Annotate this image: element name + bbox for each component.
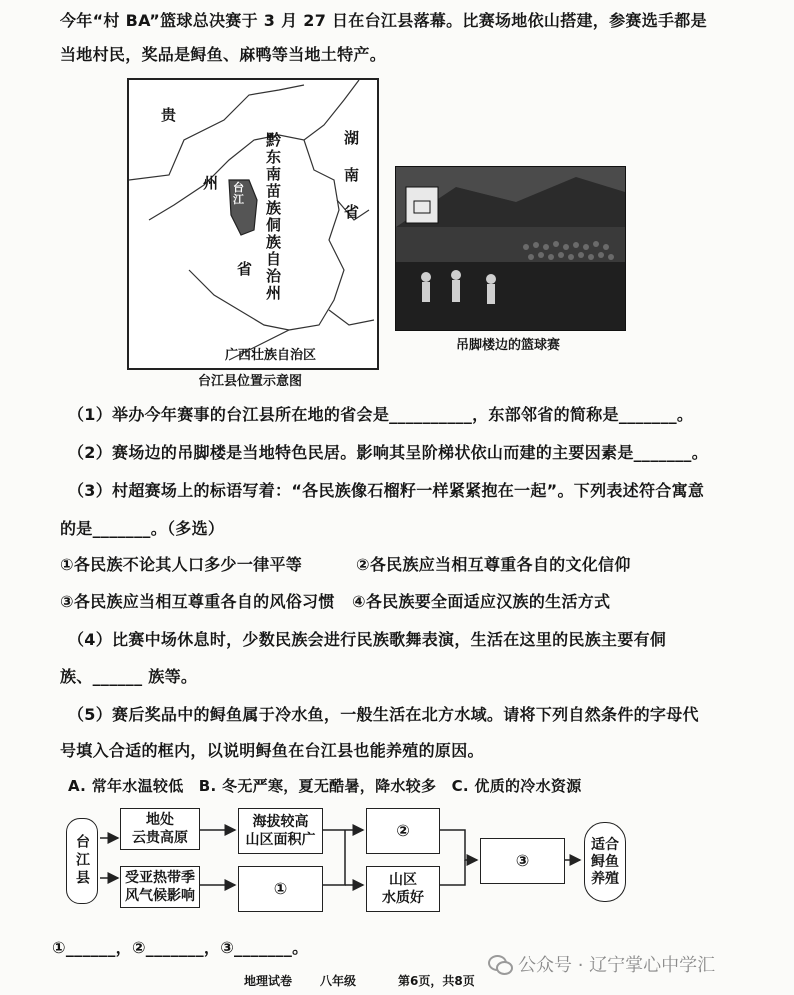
question-5-options: A. 常年水温较低 B. 冬无严寒，夏无酷暑，降水较多 C. 优质的冷水资源: [68, 777, 582, 795]
option-1: ①各民族不论其人口多少一律平等: [60, 555, 303, 574]
flow-blank-2: [366, 808, 440, 854]
flow-result-line-1: 适合: [591, 836, 619, 853]
flow-monsoon-line-1: 受亚热带季: [125, 870, 195, 886]
flow-result-line-3: 养殖: [591, 870, 619, 887]
basketball-photo: [395, 166, 626, 331]
flow-plateau-line-1: 地处: [146, 812, 174, 828]
question-3-line-2: 的是_______。（多选）: [60, 519, 225, 538]
map-label-zhou: 州: [203, 174, 219, 192]
question-4-line-2: 族、______ 族等。: [60, 667, 198, 686]
flow-result: [584, 822, 626, 902]
flow-blank-3-label: ③: [515, 851, 530, 870]
question-4-line-1: （4）比赛中场休息时，少数民族会进行民族歌舞表演，生活在这里的民族主要有侗: [68, 630, 667, 649]
intro-line-2: 当地村民，奖品是鲟鱼、麻鸭等当地土特产。: [60, 45, 387, 64]
flow-blank-1-label: ①: [273, 879, 288, 898]
flow-blank-1: [238, 866, 323, 912]
watermark: [488, 951, 715, 977]
question-1: （1）举办今年赛事的台江县所在地的省会是__________，东部邻省的简称是_______。: [68, 405, 694, 424]
flow-blank-3: [480, 838, 565, 884]
question-5-line-2: 号填入合适的框内，以说明鲟鱼在台江县也能养殖的原因。: [60, 741, 484, 760]
flow-altitude-line-2: 山区面积广: [245, 832, 316, 848]
flow-water-line-1: 山区: [389, 872, 417, 888]
footer-page: 第6页，共8页: [398, 974, 475, 988]
map-label-guangxi: 广西壮族自治区: [225, 348, 317, 363]
map-label-hunan: 湖南省: [342, 130, 360, 241]
flow-taijiang-label: 台江县: [74, 834, 90, 888]
footer-grade: 八年级: [320, 974, 357, 988]
option-2: ②各民族应当相互尊重各自的文化信仰: [356, 555, 631, 574]
intro-line-1: 今年“村 BA”篮球总决赛于 3 月 27 日在台江县落幕。比赛场地依山搭建，参赛选手都是: [60, 11, 707, 30]
option-4: ④各民族要全面适应汉族的生活方式: [352, 592, 611, 611]
wechat-icon: [488, 955, 510, 973]
question-2: （2）赛场边的吊脚楼是当地特色民居。影响其呈阶梯状依山而建的主要因素是_______。: [68, 443, 709, 462]
flow-monsoon-box: [120, 866, 200, 908]
map-label-taijiang: 台江: [233, 181, 244, 206]
option-3: ③各民族应当相互尊重各自的风俗习惯: [60, 592, 335, 611]
map-label-prefecture: 黔东南苗族侗族自治州: [264, 132, 282, 302]
question-3-line-1: （3）村超赛场上的标语写着：“各民族像石榴籽一样紧紧抱在一起”。下列表述符合寓意: [68, 481, 705, 500]
flow-water-line-2: 水质好: [382, 890, 424, 906]
location-map: [127, 78, 379, 370]
map-caption: 台江县位置示意图: [198, 374, 303, 389]
photo-caption: 吊脚楼边的篮球赛: [456, 338, 561, 353]
flow-taijiang: [66, 818, 98, 904]
flow-altitude-line-1: 海拔较高: [252, 814, 309, 830]
footer-subject: 地理试卷: [244, 974, 293, 988]
map-label-sheng: 省: [237, 260, 253, 278]
flow-plateau-line-2: 云贵高原: [132, 830, 188, 846]
flow-monsoon-line-2: 风气候影响: [125, 888, 195, 904]
flow-altitude-box: [238, 808, 323, 854]
flow-water-box: [366, 866, 440, 912]
flow-result-line-2: 鲟鱼: [591, 853, 619, 870]
watermark-text: 公众号 · 辽宁掌心中学汇: [518, 955, 716, 976]
question-5-line-1: （5）赛后奖品中的鲟鱼属于冷水鱼，一般生活在北方水域。请将下列自然条件的字母代: [68, 705, 699, 724]
flow-blank-2-label: ②: [396, 821, 410, 840]
basketball-photo-art: [396, 167, 625, 330]
flow-plateau-box: [120, 808, 200, 850]
map-label-gui: 贵: [161, 106, 177, 124]
answer-line: ①______，②_______，③_______。: [52, 938, 309, 957]
